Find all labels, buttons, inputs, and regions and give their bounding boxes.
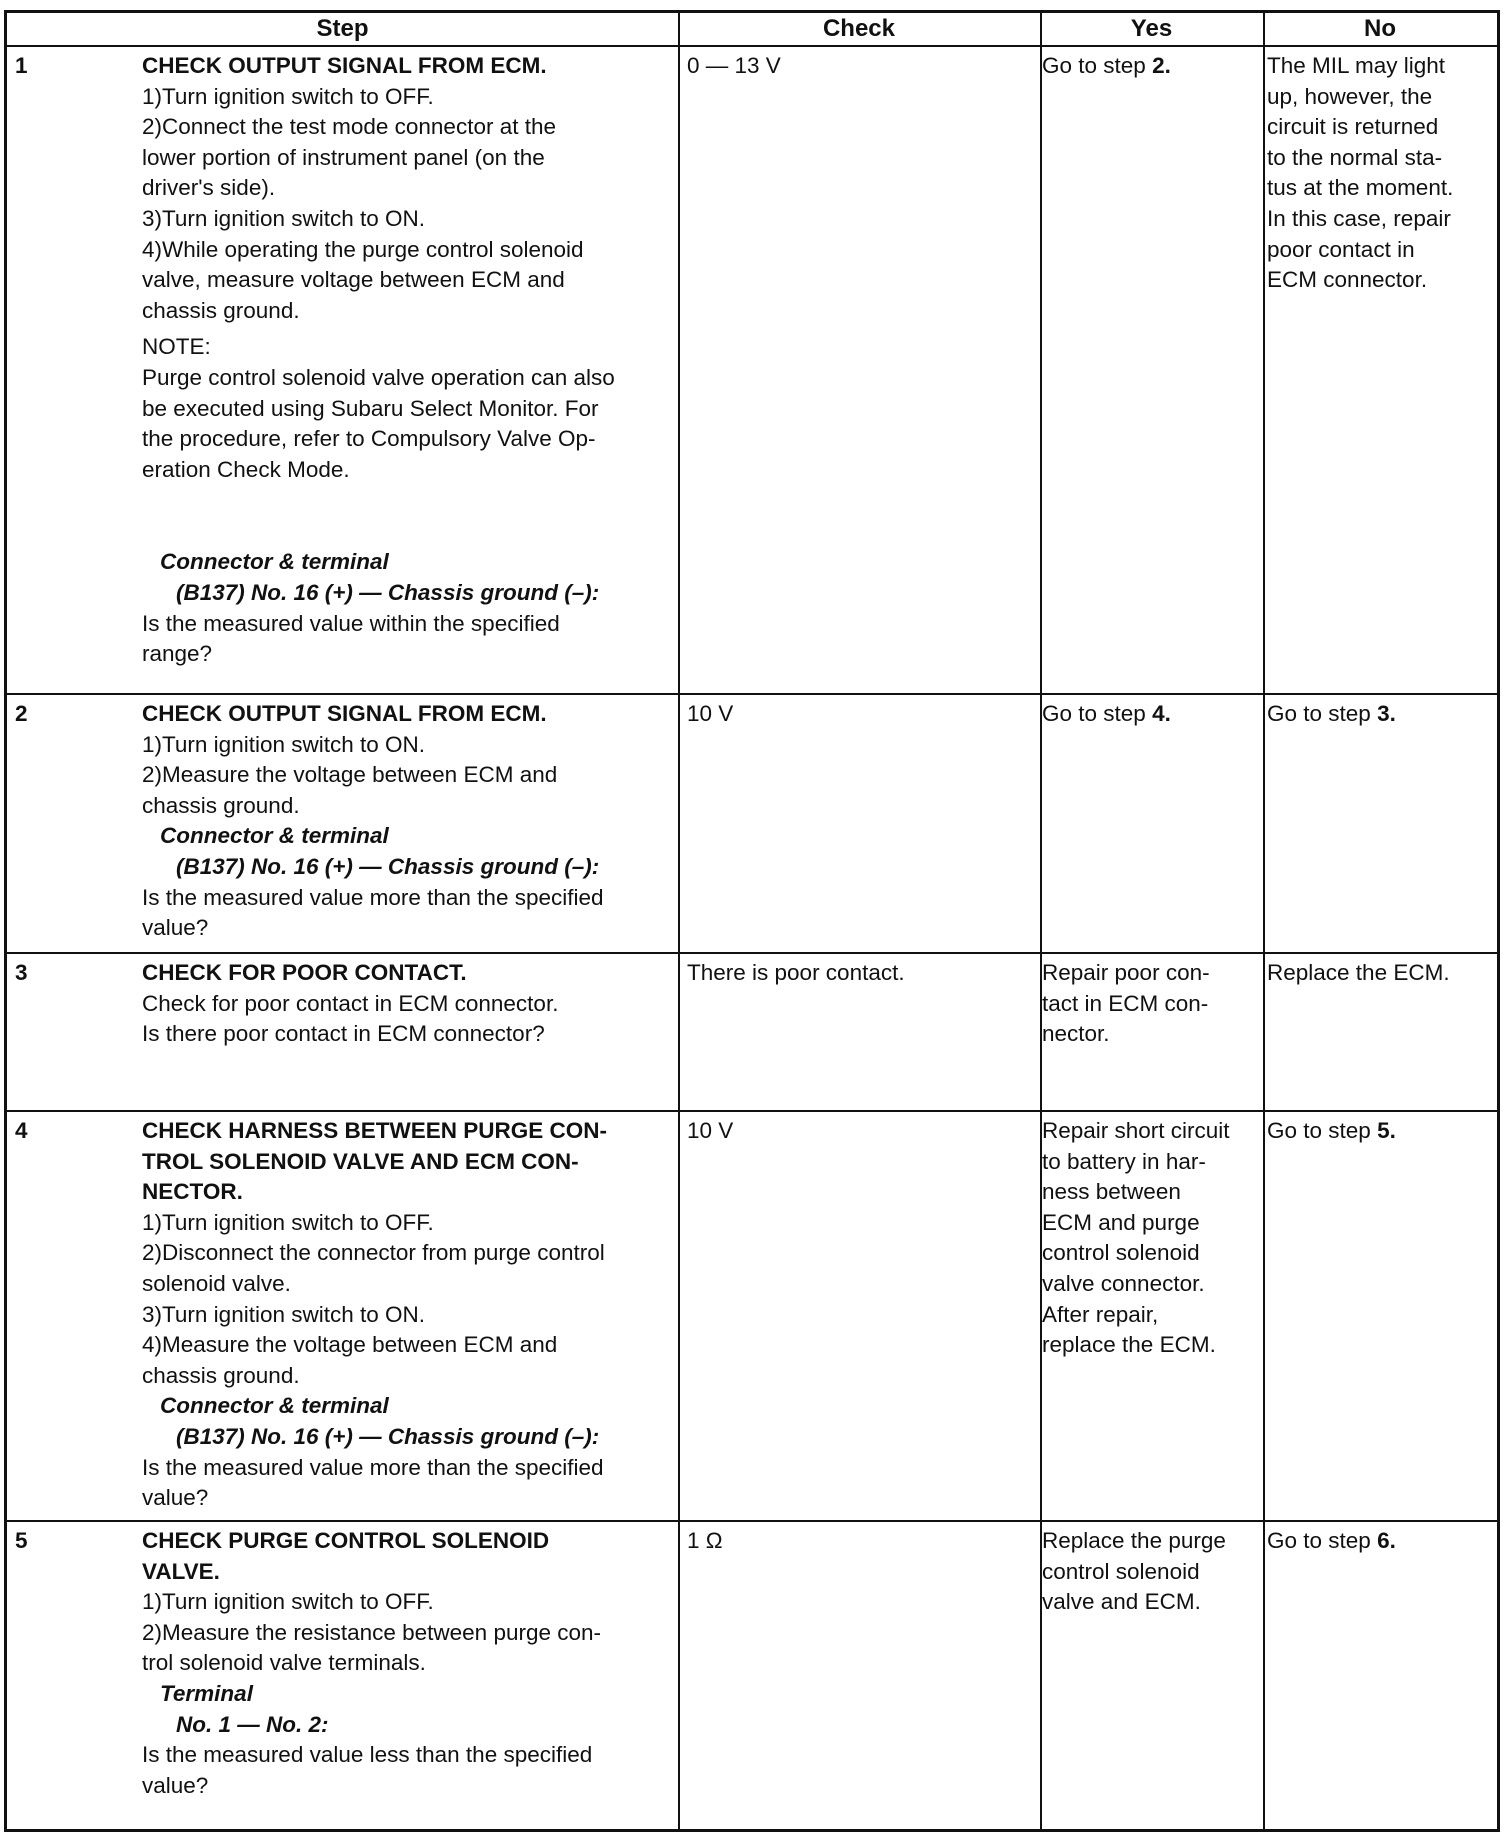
header-no: No — [1364, 15, 1396, 42]
step-line: 3)Turn ignition switch to ON. — [142, 205, 426, 231]
step-line: trol solenoid valve terminals. — [142, 1650, 426, 1676]
no-action — [1267, 51, 1497, 296]
step-number: 2 — [15, 701, 28, 726]
yes-action — [1042, 1526, 1262, 1618]
step-line: 2)Connect the test mode connector at the — [142, 114, 556, 140]
spec-label: Connector & terminal — [160, 823, 389, 849]
no-prefix: Go to step — [1267, 1118, 1378, 1143]
table-row — [7, 1522, 1497, 1832]
yes-line: control solenoid — [1042, 1240, 1200, 1266]
yes-line: nector. — [1042, 1021, 1110, 1047]
yes-action — [1042, 51, 1262, 82]
question-line: value? — [142, 1772, 209, 1798]
step-line: Is there poor contact in ECM connector? — [142, 1021, 545, 1047]
step-title: NECTOR. — [142, 1179, 243, 1205]
step-number: 4 — [15, 1118, 28, 1143]
step-line: chassis ground. — [142, 1362, 300, 1388]
question-line: Is the measured value more than the specified — [142, 1454, 604, 1480]
step-description — [142, 1526, 682, 1801]
spec-value: (B137) No. 16 (+) — Chassis ground (–): — [176, 579, 600, 605]
no-prefix: Go to step — [1267, 701, 1378, 726]
step-line: driver's side). — [142, 175, 276, 201]
no-line: ECM connector. — [1267, 267, 1428, 293]
no-action: Replace the ECM. — [1267, 960, 1450, 985]
step-title: CHECK OUTPUT SIGNAL FROM ECM. — [142, 701, 547, 726]
step-line: chassis ground. — [142, 297, 300, 323]
header-check: Check — [822, 15, 896, 42]
question-line: Is the measured value less than the specified — [142, 1742, 593, 1768]
step-title: CHECK HARNESS BETWEEN PURGE CON- — [142, 1118, 608, 1143]
no-line: In this case, repair — [1267, 205, 1451, 231]
step-number: 5 — [15, 1528, 28, 1553]
step-line: lower portion of instrument panel (on the — [142, 144, 545, 170]
yes-line: valve and ECM. — [1042, 1589, 1201, 1615]
yes-line: Replace the purge — [1042, 1528, 1226, 1553]
yes-prefix: Go to step — [1042, 53, 1153, 78]
step-title: VALVE. — [142, 1558, 220, 1584]
step-line: 1)Turn ignition switch to ON. — [142, 731, 426, 757]
check-value: 0 — 13 V — [687, 53, 781, 78]
no-line: The MIL may light — [1267, 53, 1445, 78]
table-row — [7, 695, 1497, 954]
step-title: CHECK OUTPUT SIGNAL FROM ECM. — [142, 53, 547, 78]
step-number: 1 — [15, 53, 28, 78]
step-line: chassis ground. — [142, 792, 300, 818]
step-line: 4)Measure the voltage between ECM and — [142, 1332, 558, 1358]
step-line: 1)Turn ignition switch to OFF. — [142, 1589, 434, 1615]
yes-line: ness between — [1042, 1179, 1181, 1205]
header-yes: Yes — [1130, 15, 1173, 42]
no-prefix: Go to step — [1267, 1528, 1378, 1553]
spec-value: No. 1 — No. 2: — [176, 1711, 329, 1737]
check-value: 1 Ω — [687, 1528, 723, 1553]
step-line: 1)Turn ignition switch to OFF. — [142, 1209, 434, 1235]
step-line: solenoid valve. — [142, 1270, 291, 1296]
table-row — [7, 47, 1497, 695]
question-line: range? — [142, 641, 213, 667]
step-title: CHECK FOR POOR CONTACT. — [142, 960, 467, 985]
no-line: poor contact in — [1267, 236, 1415, 262]
yes-line: to battery in har- — [1042, 1148, 1206, 1174]
note-line: eration Check Mode. — [142, 456, 350, 482]
question-line: Is the measured value more than the specified — [142, 884, 604, 910]
step-description — [142, 1116, 682, 1514]
table-row — [7, 1112, 1497, 1522]
spec-label: Connector & terminal — [160, 549, 389, 575]
spec-value: (B137) No. 16 (+) — Chassis ground (–): — [176, 853, 600, 879]
yes-line: replace the ECM. — [1042, 1332, 1216, 1358]
yes-action — [1042, 699, 1262, 730]
no-step-link[interactable]: 5. — [1377, 1118, 1396, 1143]
step-line: valve, measure voltage between ECM and — [142, 267, 565, 293]
yes-step-link[interactable]: 4. — [1152, 701, 1171, 726]
yes-step-link[interactable]: 2. — [1152, 53, 1171, 78]
check-value: 10 V — [687, 701, 734, 726]
yes-line: control solenoid — [1042, 1558, 1200, 1584]
no-line: circuit is returned — [1267, 114, 1439, 140]
question-line: value? — [142, 1485, 209, 1511]
step-line: 2)Measure the resistance between purge con- — [142, 1619, 602, 1645]
table-header — [7, 13, 1497, 47]
step-line: 3)Turn ignition switch to ON. — [142, 1301, 426, 1327]
note-label: NOTE: — [142, 334, 211, 360]
yes-line: Repair short circuit — [1042, 1118, 1230, 1143]
question-line: value? — [142, 915, 209, 941]
step-title: TROL SOLENOID VALVE AND ECM CON- — [142, 1148, 579, 1174]
no-step-link[interactable]: 3. — [1377, 701, 1396, 726]
no-step-link[interactable]: 6. — [1377, 1528, 1396, 1553]
step-line: 2)Disconnect the connector from purge control — [142, 1240, 605, 1266]
no-action — [1267, 1526, 1497, 1557]
no-action — [1267, 699, 1497, 730]
step-description — [142, 51, 682, 670]
no-line: to the normal sta- — [1267, 144, 1443, 170]
yes-line: After repair, — [1042, 1301, 1159, 1327]
table-row — [7, 954, 1497, 1112]
yes-line: ECM and purge — [1042, 1209, 1200, 1235]
step-title: CHECK PURGE CONTROL SOLENOID — [142, 1528, 550, 1553]
check-value: 10 V — [687, 1118, 734, 1143]
no-line: up, however, the — [1267, 83, 1433, 109]
yes-line: Repair poor con- — [1042, 960, 1210, 985]
diagnostic-table — [4, 10, 1500, 1832]
yes-action — [1042, 958, 1262, 1050]
question-line: Is the measured value within the specified — [142, 610, 560, 636]
check-value: There is poor contact. — [687, 960, 905, 985]
note-line: Purge control solenoid valve operation can also — [142, 364, 615, 390]
no-action — [1267, 1116, 1497, 1147]
yes-action — [1042, 1116, 1262, 1361]
step-description — [142, 699, 682, 944]
step-number: 3 — [15, 960, 28, 985]
note-line: the procedure, refer to Compulsory Valve Op- — [142, 426, 596, 452]
spec-value: (B137) No. 16 (+) — Chassis ground (–): — [176, 1423, 600, 1449]
yes-line: valve connector. — [1042, 1270, 1205, 1296]
spec-label: Terminal — [160, 1680, 253, 1706]
step-line: Check for poor contact in ECM connector. — [142, 990, 559, 1016]
step-line: 2)Measure the voltage between ECM and — [142, 762, 558, 788]
no-line: tus at the moment. — [1267, 175, 1454, 201]
step-line: 1)Turn ignition switch to OFF. — [142, 83, 434, 109]
step-description — [142, 958, 682, 1050]
note-line: be executed using Subaru Select Monitor. For — [142, 395, 599, 421]
spec-label: Connector & terminal — [160, 1393, 389, 1419]
step-line: 4)While operating the purge control solenoid — [142, 236, 584, 262]
header-step: Step — [316, 15, 369, 42]
yes-prefix: Go to step — [1042, 701, 1153, 726]
yes-line: tact in ECM con- — [1042, 990, 1209, 1016]
